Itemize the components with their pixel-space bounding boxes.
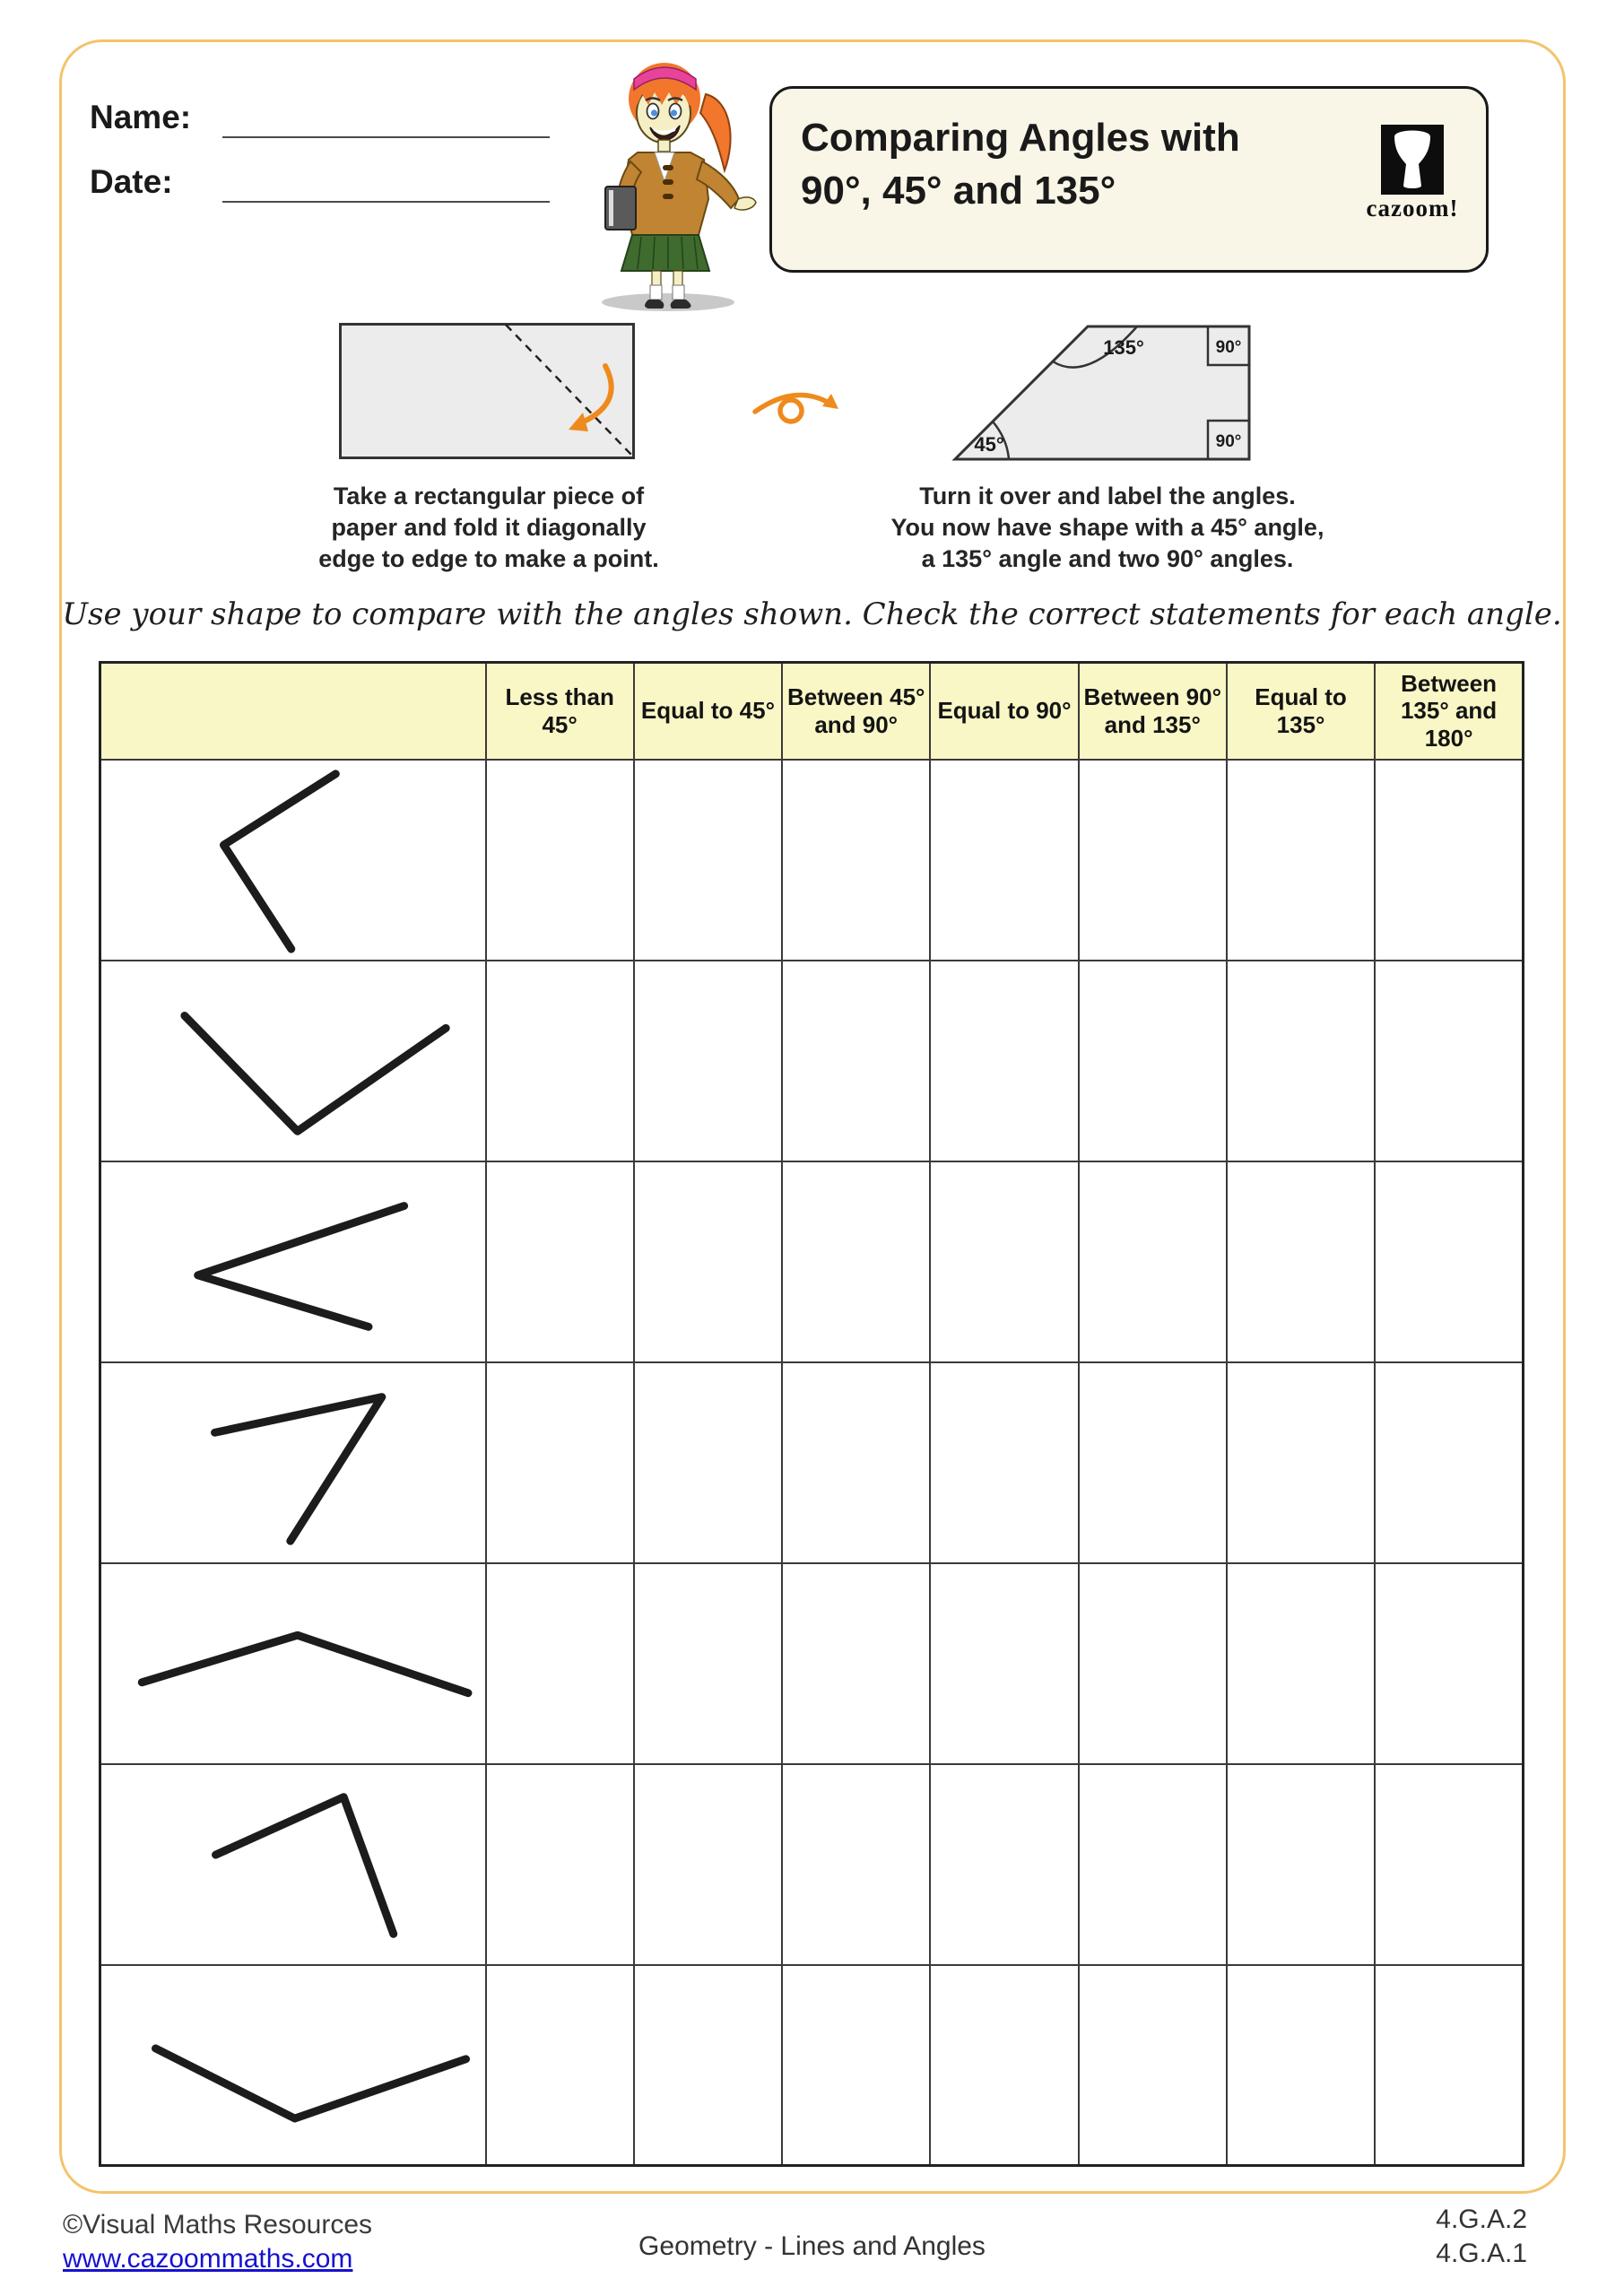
cazoom-logo-text: cazoom! [1366,195,1459,222]
check-cell[interactable] [1375,1362,1523,1563]
check-cell[interactable] [1227,961,1375,1161]
check-cell[interactable] [930,1563,1078,1764]
table-row [100,1965,1524,2166]
student-illustration [558,45,782,314]
name-label: Name: [90,99,192,135]
check-cell[interactable] [782,1764,930,1965]
check-cell[interactable] [1227,760,1375,961]
check-cell[interactable] [1079,1764,1227,1965]
check-cell[interactable] [1227,1563,1375,1764]
check-cell[interactable] [782,1965,930,2166]
check-cell[interactable] [1375,1161,1523,1362]
standard-code-2: 4.G.A.1 [1436,2239,1527,2268]
table-row [100,1764,1524,1965]
header-equal-135: Equal to 135° [1227,663,1375,760]
angle-90-bottom-label: 90° [1215,432,1242,451]
turn-caption: Turn it over and label the angles. You now have shape with a 45° angle, a 135° angle and two 90° angles. [890,483,1324,573]
angle-figure [101,1564,485,1763]
angle-figure-cell [100,1965,486,2166]
table-row [100,760,1524,961]
name-line[interactable] [222,136,550,138]
check-cell[interactable] [486,1764,634,1965]
check-cell[interactable] [782,1161,930,1362]
angle-figure-cell [100,1563,486,1764]
check-cell[interactable] [486,760,634,961]
copyright-text: ©Visual Maths Resources [63,2210,373,2239]
worksheet-title [801,112,1240,217]
check-cell[interactable] [1375,961,1523,1161]
check-cell[interactable] [1227,1362,1375,1563]
fold-caption: Take a rectangular piece of paper and fold it diagonally edge to edge to make a point. [318,483,659,573]
check-cell[interactable] [930,1161,1078,1362]
header-between-45-90: Between 45° and 90° [782,663,930,760]
header-equal-45: Equal to 45° [634,663,782,760]
angle-figure-cell [100,1764,486,1965]
check-cell[interactable] [782,961,930,1161]
website-link[interactable]: www.cazoommaths.com [63,2244,353,2274]
date-label: Date: [90,163,173,200]
title-line-1: Comparing Angles with [801,116,1240,160]
angle-figure [101,1162,485,1361]
angle-45-label: 45° [974,433,1004,456]
check-cell[interactable] [930,760,1078,961]
check-cell[interactable] [1375,1965,1523,2166]
table-row [100,1563,1524,1764]
check-cell[interactable] [634,1563,782,1764]
check-cell[interactable] [1079,1965,1227,2166]
angle-figure [101,1765,485,1964]
check-cell[interactable] [1079,1563,1227,1764]
check-cell[interactable] [930,1965,1078,2166]
flip-over-arrow-icon [751,377,850,429]
check-cell[interactable] [782,760,930,961]
check-cell[interactable] [634,1965,782,2166]
check-cell[interactable] [1079,1161,1227,1362]
angle-figure [101,761,485,960]
labelled-shape-diagram [951,318,1255,466]
angle-figure-cell [100,1161,486,1362]
table-row [100,1161,1524,1362]
check-cell[interactable] [1375,1764,1523,1965]
angle-figure-cell [100,1362,486,1563]
header-between-90-135: Between 90° and 135° [1079,663,1227,760]
angle-figure-cell [100,961,486,1161]
angle-comparison-table [99,661,1524,2167]
header-less-than-45: Less than 45° [486,663,634,760]
corner-header-cell [100,663,486,760]
angle-135-label: 135° [1103,336,1144,359]
check-cell[interactable] [634,1161,782,1362]
check-cell[interactable] [782,1362,930,1563]
title-line-2: 90°, 45° and 135° [801,168,1116,213]
angle-figure [101,1966,485,2165]
check-cell[interactable] [486,1563,634,1764]
check-cell[interactable] [1079,1362,1227,1563]
check-cell[interactable] [1375,1563,1523,1764]
check-cell[interactable] [930,961,1078,1161]
check-cell[interactable] [486,1965,634,2166]
angle-90-top-label: 90° [1215,338,1242,357]
check-cell[interactable] [634,1764,782,1965]
check-cell[interactable] [1227,1965,1375,2166]
check-cell[interactable] [486,1362,634,1563]
check-cell[interactable] [930,1362,1078,1563]
check-cell[interactable] [782,1563,930,1764]
header-equal-90: Equal to 90° [930,663,1078,760]
footer-topic: Geometry - Lines and Angles [638,2231,986,2261]
check-cell[interactable] [1375,760,1523,961]
date-line[interactable] [222,201,550,203]
check-cell[interactable] [634,760,782,961]
header-between-135-180: Between 135° and 180° [1375,663,1523,760]
table-row [100,961,1524,1161]
cazoom-drum-icon [1381,125,1444,195]
check-cell[interactable] [634,1362,782,1563]
check-cell[interactable] [1079,961,1227,1161]
check-cell[interactable] [1079,760,1227,961]
check-cell[interactable] [486,1161,634,1362]
check-cell[interactable] [1227,1161,1375,1362]
check-cell[interactable] [930,1764,1078,1965]
angle-figure-cell [100,760,486,961]
cazoom-logo [1359,125,1466,222]
angle-figure [101,1363,485,1562]
standard-code-1: 4.G.A.2 [1436,2205,1527,2234]
angle-figure [101,961,485,1161]
fold-paper-diagram [339,323,635,459]
check-cell[interactable] [634,961,782,1161]
check-cell[interactable] [1227,1764,1375,1965]
table-row [100,1362,1524,1563]
check-cell[interactable] [486,961,634,1161]
compare-prompt: Use your shape to compare with the angles shown. Check the correct statements for each angle. [62,596,1562,632]
title-box [769,86,1489,273]
